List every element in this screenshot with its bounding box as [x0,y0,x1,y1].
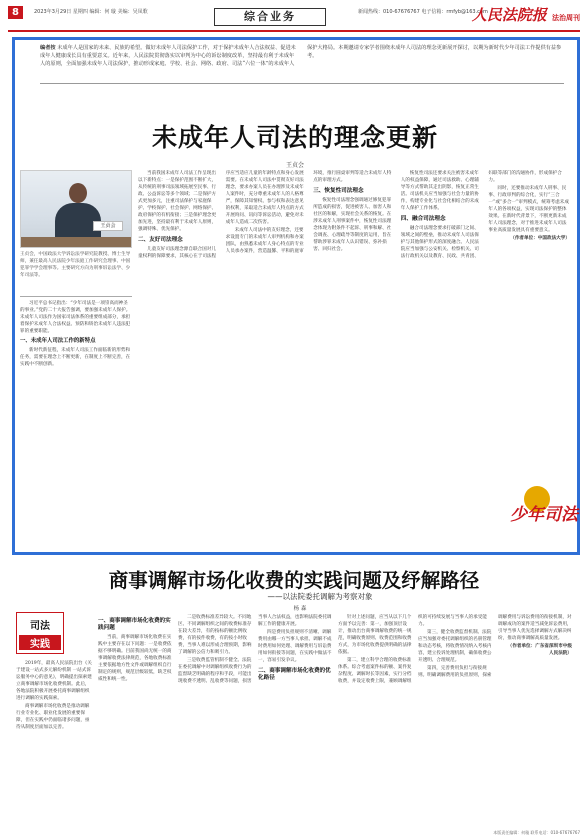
article-title: 商事调解市场化收费的实践问题及纾解路径 [108,569,480,592]
paragraph: 商事调解市场化收费是推动调解行业专业化、职业化发展的重要保障，但在实践中仍面临诸多问题，亟待从制度层面加以完善。 [16,704,90,730]
article-body-left [16,660,92,830]
desk-shape [21,237,132,247]
column-tag-bottom: 实践 [19,635,61,650]
editor-note-label: 编者按 [40,45,56,51]
article-body-main [138,170,570,548]
section-heading: 四、融合司法理念 [400,216,446,222]
logo-text: 少年司法 [510,505,578,525]
article-body-main [98,614,572,830]
header-rule [8,30,580,32]
page-number: 8 [8,6,23,19]
section-heading: 二、友好司法理念 [138,237,183,243]
nameplate: 王贞会 [93,221,123,231]
masthead [8,4,580,32]
author-affiliation: （作者单位：中国政法大学） [510,236,570,241]
paragraph: 新时代新征程，未成年人司法工作面临新的形势和任务，需要在理念上不断更新，在制度上不断完善，在实践中不断创新。 [20,348,131,367]
article-author: 王贞会 [285,162,304,169]
editor-line: 新闻热线：010-67676767 电子信箱：rmfyb@163.com [358,9,488,15]
article-body-left [20,300,132,550]
author-photo [20,170,132,248]
divider [20,296,132,297]
editor-note [40,44,564,78]
person-head-shape [69,183,87,203]
juvenile-justice-logo [510,486,578,532]
paragraph: 融合司法理念要求打破部门之间、领域之间的壁垒，推动未成年人司法保护与其他保护形式的深度融合。人民法院应当加强与公安机关、检察机关、司法行政机关以及教育、民政、共青团、妇联等部门的沟通协作，形成保护合力。 [400,171,562,259]
paragraph: 未成年人司法中的友好理念，还要求设置专门的未成年人审判机构和办案团队，由熟悉未成年人身心特点的专业人员承办案件，营造温馨、平和的庭审环境，推行圆桌审判等适合未成年人特点的审理方式。 [225,171,392,254]
section-heading: 二、商事调解市场化收费的优化路径 [258,668,331,681]
paragraph: 二是收费标准差异较大。不同地区、不同调解组织之间的收费标准存在较大差异，有的按标的额比例收费，有的按件收费，有的按小时收费，当事人难以形成合理预期，影响了调解的公信力和吸引力。 [178,615,252,655]
section-heading: 一、未成年人司法工作的新特点 [20,338,96,344]
paragraph: 习近平总书记指出：“少年司法是一项崇高而神圣的事业。”党的二十大报告强调，要加强未成年人保护。未成年人司法作为国家司法体系的重要组成部分，承担着保护未成年人合法权益、预防和矫治未成年人违法犯罪的重要职能。 [20,301,131,334]
paragraph: 三是收费监管机制不健全。法院在委托调解中对调解组织收费行为的监督缺乏明确的程序和手段，可能出现收费不透明、乱收费等问题，损害当事人合法权益，也影响法院委托调解工作的健康开展。 [178,615,332,684]
paragraph: 当前我国未成年人司法工作呈现出以下新特点：一是保护范围不断扩大，从传统的刑事司法领域拓展至民事、行政、公益诉讼等多个领域；二是保护方式更加多元，注重司法保护与家庭保护、学校保护、社会保护、网络保护、政府保护的有机衔接；三是保护理念更加先进，坚持最有利于未成年人原则，强调特殊、优先保护。 [138,171,217,232]
editor-note-text: 未成年人是国家的未来、民族的希望。做好未成年人司法保护工作，对于保护未成年人合法权益、促进未成年人健康成长具有重要意义。近年来，人民法院贯彻落实以审判为中心的诉讼制度改革，坚持最有利于未成年人的原则，全面加强未成年人司法保护，推动形成家庭、学校、社会、网络、政府、司法“六位一体”的未成年人保护大格局。本期邀请专家学者围绕未成年人司法的理念更新展开探讨，以期为新时代少年司法工作提供有益参考。 [40,45,562,67]
paragraph: 2019年，最高人民法院出台《关于建设一站式多元解纷机制 一站式诉讼服务中心的意见》，明确提出探索建立商事调解市场化收费机制。此后，各地法院积极开展委托商事调解组织进行调解的实践探索。 [16,661,92,701]
paragraph: 第四，完善费用负担与衔接规则。明确调解费用的负担原则，探索调解费用与诉讼费用的衔接机制，对调解成功的案件适当减免诉讼费用，引导当事人优先选择调解方式解决纠纷，推动商事调解高质量发展。 [418,615,572,678]
article-subtitle: ——以法院委托调解为考察对象 [267,592,373,601]
page-footer: 本版责任编辑：何璇 联系电话：010-67676767 [493,830,580,835]
paragraph: 恢复性司法理念强调通过修复犯罪所造成的损害，促进被害人、加害人和社区的和解，实现社会关系的恢复。在涉未成年人刑事案件中，恢复性司法理念体现为附条件不起诉、刑事和解、社会调查、心理疏导等制度的运用，旨在帮助涉罪未成年人认识错误、弥补损害、回归社会。 [313,198,392,252]
paragraph: 针对上述问题，应当从以下几个方面予以完善：第一，加强顶层设计，推动出台商事调解收费的统一规范，明确收费原则、收费范围和收费方式，为市场化收费提供明确的法律依据。 [338,615,412,655]
divider [40,83,564,84]
column-tag-top: 司法 [30,621,50,632]
section-heading: 一、商事调解市场化收费的实践问题 [98,618,171,631]
date-line: 2023年3月29日 星期四 编辑：何 璇 美编：吴凤歌 [34,9,148,15]
paragraph: 四是费用负担规则不清晰。调解费用由哪一方当事人承担、调解不成时费用如何处理、调解费用与诉讼费用如何衔接等问题，在实践中做法不一，容易引发争议。 [258,630,332,663]
paragraph: 第二，建立科学合理的收费标准体系。综合考虑案件标的额、案件复杂程度、调解时长等因素，实行分档收费，并设定收费上限，兼顾调解组织的可持续发展与当事人的承受能力。 [338,615,487,684]
newspaper-logo: 人民法院报 法治周刊 [471,6,580,24]
section-tag: 综合业务 [214,8,326,26]
photo-caption: 王贞会，中国政法大学诉讼法学研究院教授、博士生导师，兼任最高人民法院少年法庭工作研究会理事、中国犯罪学学会理事等。主要研究方向为刑事诉讼法学、少年司法等。 [20,252,131,278]
paragraph: 同时，还要推动未成年人刑事、民事、行政审判的综合化，实行“三合一”或“多合一”审判模式，统筹考虑未成年人的各项权益，实现司法保护的整体效果。在新时代背景下，不断更新未成年人司法理念，对于推进未成年人司法事业高质量发展具有重要意义。 [488,186,569,233]
paragraph: 当前，商事调解市场化收费在实践中主要存在以下问题：一是收费依据不够明确。目前我国尚无统一的商事调解收费法律规范，各地收费标准主要依据地方性文件或调解组织自行制定的规则，规范层级较低，缺乏权威性和统一性。 [98,635,172,682]
author-affiliation: （作者单位：广东省深圳市中级人民法院） [507,644,572,656]
paragraph: 第三，健全收费监督机制。法院应当加强对委托调解组织的名册管理和动态考核，将收费情况纳入考核内容，建立投诉处理机制，确保收费公开透明、合理规范。 [418,630,492,663]
paragraph: 儿童友好司法理念源自联合国对儿童权利的保障要求，其核心在于司法程序应当适应儿童的年龄特点和身心发展需要。在未成年人司法中贯彻友好司法理念，要求办案人员在办理涉及未成年人案件时，充分尊重未成年人的人格尊严，保障其知情权、参与权和表达意见的权利，采取适合未成年人特点的方式开展询问、讯问等诉讼活动，避免对未成年人造成二次伤害。 [138,171,304,259]
paragraph: 恢复性司法还要求关注被害未成年人的权益保障，通过司法救助、心理辅导等方式帮助其走出阴影，恢复正常生活。司法机关应当加强与社会力量的协作，构建专业化与社会化相结合的未成年人保护工作体系。 [400,171,479,211]
article-author: 杨 森 [293,606,307,612]
article-title: 未成年人司法的理念更新 [151,123,438,152]
column-tag [16,612,64,654]
section-heading: 三、恢复性司法理念 [313,188,364,194]
